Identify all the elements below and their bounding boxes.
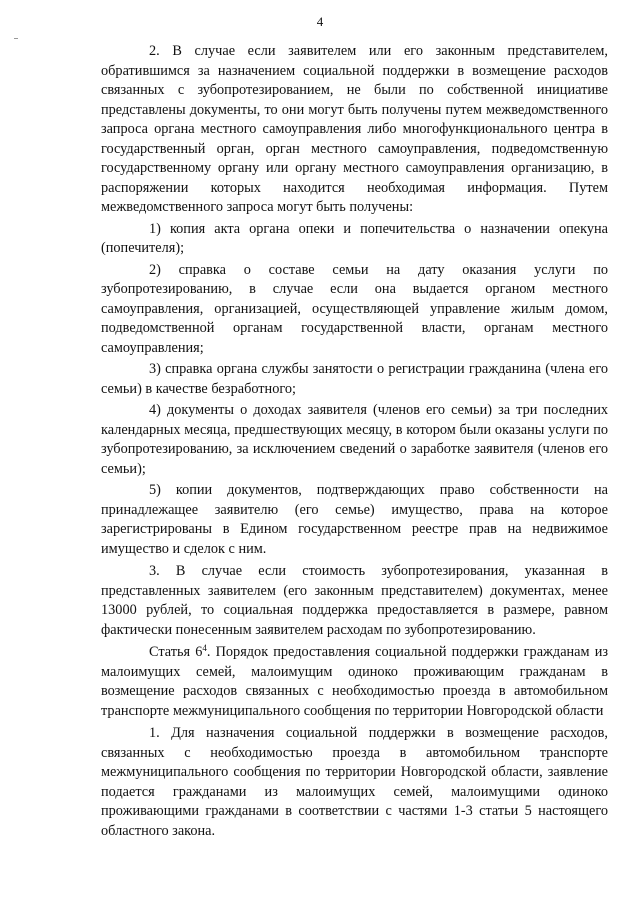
list-item-1: 1) копия акта органа опеки и попечительства о назначении опекуна (попечителя); [101, 220, 608, 256]
article-heading [101, 643, 608, 721]
list-item-4: 4) документы о доходах заявителя (членов его семьи) за три последних календарных месяца, предшествующих месяцу, в котором были оказаны услуги по зубопротезированию, за исключением сведений о заработке заявителя (членов его семьи); [101, 402, 608, 477]
article-prefix: Статья 6 [149, 644, 203, 660]
paragraph-part-3: 3. В случае если стоимость зубопротезирования, указанная в представленных заявителем (его законным представителем) документах, менее 13000 рублей, то социальная поддержка предоставляется в размере, равном фактически понесенным заявителем расходам по зубопротезированию. [101, 563, 608, 638]
scan-mark [14, 38, 18, 39]
list-item-5: 5) копии документов, подтверждающих право собственности на принадлежащее заявителю (его семье) имущество, права на которое зарегистрированы в Едином государственном реестре прав на недвижимое имущество и сделок с ним. [101, 482, 608, 557]
list-item-3: 3) справка органа службы занятости о регистрации гражданина (члена его семьи) в качестве безработного; [101, 361, 608, 397]
article-superscript: 4 [202, 643, 207, 653]
article-title: . Порядок предоставления социальной поддержки гражданам из малоимущих семей, малоимущим одиноко проживающим гражданам в возмещение расходов связанных с необходимостью проезда в автомобильном транспорте межмуниципального сообщения по территории Новгородской области [101, 644, 609, 719]
document-body [101, 42, 608, 841]
list-item-2: 2) справка о составе семьи на дату оказания услуги по зубопротезированию, в случае если она выдается органом местного самоуправления, организацией, осуществляющей управление жилым домом, подведомственной органам государственной власти, органам местного самоуправления; [101, 261, 608, 356]
article-paragraph-1: 1. Для назначения социальной поддержки в возмещение расходов, связанных с необходимостью проезда в автомобильном транспорте межмуниципального сообщения по территории Новгородской области, заявление подается гражданами из малоимущих семей, малоимущими одиноко проживающими гражданами в соответствии с частями 1-3 статьи 5 настоящего областного закона. [101, 725, 608, 839]
paragraph-part-2: 2. В случае если заявителем или его законным представителем, обратившимся за назначением социальной поддержки в возмещение расходов связанных с зубопротезированием, не были по собственной инициативе представлены документы, то они могут быть получены путем межведомственного запроса органа местного самоуправления либо многофункционального центра в государственный орган, орган местного самоуправления, подведомственную государственному органу или органу местного самоуправления организацию, в распоряжении которых находится необходимая информация. Путем межведомственного запроса могут быть получены: [101, 43, 608, 215]
page-number: 4 [316, 14, 324, 29]
